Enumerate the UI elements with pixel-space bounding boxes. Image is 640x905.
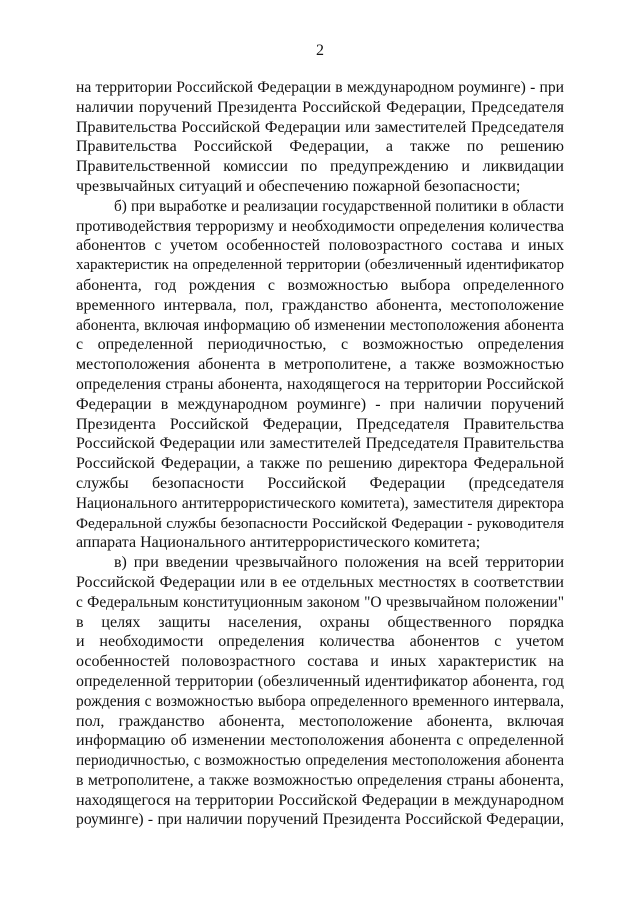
text-line: Федерации в международном роуминге) - при наличии поручений xyxy=(76,395,564,413)
text-line: Российской Федерации или заместителей Председателя Правительства xyxy=(76,435,564,453)
text-line: временного интервала, пол, гражданство абонента, местоположение xyxy=(76,296,564,314)
text-line: местоположения абонента в метрополитене, а также возможностью xyxy=(76,356,564,374)
text-line: в) при введении чрезвычайного положения на всей территории xyxy=(114,554,564,572)
text-line: Президента Российской Федерации, Председателя Правительства xyxy=(76,415,564,433)
text-line: аппарата Национального антитеррористического комитета; xyxy=(76,534,481,552)
text-line: характеристик на определенной территории (обезличенный идентификатор xyxy=(76,257,564,274)
text-line: определения страны абонента, находящегося на территории Российской xyxy=(76,375,564,393)
text-line: на территории Российской Федерации в международном роуминге) - при xyxy=(76,79,564,96)
text-line: чрезвычайных ситуаций и обеспечению пожарной безопасности; xyxy=(76,177,521,195)
text-line: особенностей половозрастного состава и иных характеристик на xyxy=(76,653,564,671)
text-line: в целях защиты населения, охраны общественного порядка xyxy=(76,613,564,631)
text-line: рождения с возможностью выбора определенного временного интервала, xyxy=(76,692,564,710)
text-line: информацию об изменении местоположения абонента с определенной xyxy=(76,732,564,750)
text-line: Правительства Российской Федерации или заместителей Председателя xyxy=(76,118,564,136)
text-line: Российской Федерации или в ее отдельных местностях в соответствии xyxy=(76,573,564,591)
text-line: Правительственной комиссии по предупреждению и ликвидации xyxy=(76,158,564,176)
text-line: абонента, год рождения с возможностью выбора определенного xyxy=(76,276,564,294)
text-line: Правительства Российской Федерации, а также по решению xyxy=(76,138,564,156)
text-line: службы безопасности Российской Федерации (председателя xyxy=(76,474,564,492)
text-line: Национального антитеррористического комитета), заместителя директора xyxy=(76,494,564,512)
text-line: находящегося на территории Российской Федерации в международном xyxy=(76,791,564,809)
text-line: в метрополитене, а также возможностью определения страны абонента, xyxy=(76,771,564,789)
text-line: роуминге) - при наличии поручений Президента Российской Федерации, xyxy=(76,811,564,829)
text-line: и необходимости определения количества абонентов с учетом xyxy=(76,633,564,651)
text-line: с определенной периодичностью, с возможностью определения xyxy=(76,336,564,354)
text-line: противодействия терроризму и необходимости определения количества xyxy=(76,217,564,235)
text-line: абонента, включая информацию об изменении местоположения абонента xyxy=(76,316,564,334)
text-line: абонентов с учетом особенностей половозрастного состава и иных xyxy=(76,237,564,255)
document-body xyxy=(76,78,564,830)
text-line: Российской Федерации, а также по решению директора Федеральной xyxy=(76,455,564,473)
text-line: периодичностью, с возможностью определения местоположения абонента xyxy=(76,752,564,770)
text-line: б) при выработке и реализации государственной политики в области xyxy=(114,197,564,215)
text-line: определенной территории (обезличенный идентификатор абонента, год xyxy=(76,672,564,690)
text-line: наличии поручений Президента Российской Федерации, Председателя xyxy=(76,98,564,116)
text-line: с Федеральным конституционным законом "О чрезвычайном положении" xyxy=(76,593,564,611)
text-line: пол, гражданство абонента, местоположение абонента, включая xyxy=(76,712,564,730)
page-number: 2 xyxy=(316,42,324,59)
text-line: Федеральной службы безопасности Российской Федерации - руководителя xyxy=(76,514,564,532)
